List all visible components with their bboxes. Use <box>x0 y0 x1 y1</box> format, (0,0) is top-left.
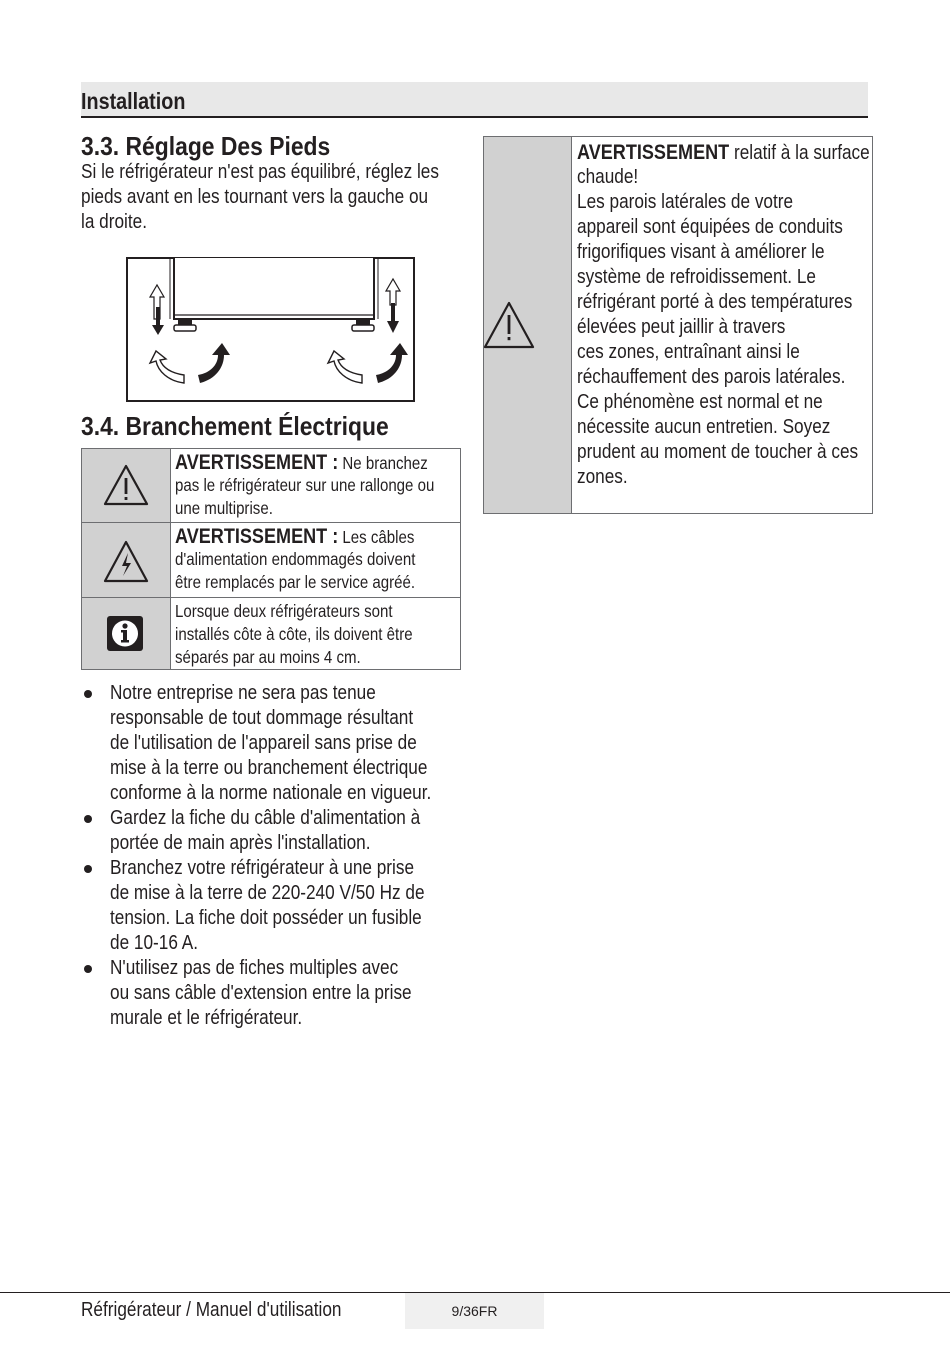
bullet-dot-icon <box>84 865 92 873</box>
bullet-line: mise à la terre ou branchement électrique <box>110 757 428 779</box>
warning-text: d'alimentation endommagés doivent <box>175 549 416 569</box>
heading-3-4: 3.4. Branchement Électrique <box>81 411 389 441</box>
section-header-band <box>81 82 868 118</box>
paragraph-3-3 <box>81 160 497 235</box>
bullet-line: de mise à la terre de 220-240 V/50 Hz de <box>110 882 425 904</box>
warning-label: AVERTISSEMENT : <box>175 451 339 474</box>
warning-text: Ce phénomène est normal et ne <box>577 391 823 413</box>
warning-text: nécessite aucun entretien. Soyez <box>577 416 831 438</box>
bullet-line: de l'utilisation de l'appareil sans prise de <box>110 732 417 754</box>
bullet-line: Gardez la fiche du câble d'alimentation à <box>110 807 421 829</box>
heading-3-3: 3.3. Réglage Des Pieds <box>81 131 331 161</box>
feet-adjustment-illustration <box>126 257 415 402</box>
warning-text: appareil sont équipées de conduits <box>577 216 843 238</box>
bullet-dot-icon <box>84 815 92 823</box>
warning-text: réfrigérant porté à des températures <box>577 291 853 313</box>
bullet-line: responsable de tout dommage résultant <box>110 707 414 729</box>
warning-text: réchauffement des parois latérales. <box>577 366 846 388</box>
warning-triangle-icon <box>484 137 571 513</box>
paragraph-line: Si le réfrigérateur n'est pas équilibré, réglez les <box>81 161 439 183</box>
warning-text: frigorifiques visant à améliorer le <box>577 241 825 263</box>
page-number: 9/36FR <box>405 1293 544 1329</box>
paragraph-line: la droite. <box>81 211 147 233</box>
warning-text: Les câbles <box>338 527 415 547</box>
bullet-line: tension. La fiche doit posséder un fusible <box>110 907 422 929</box>
warning-text: être remplacés par le service agréé. <box>175 572 416 592</box>
info-text: séparés par au moins 4 cm. <box>175 647 361 667</box>
bullet-line: murale et le réfrigérateur. <box>110 1007 303 1029</box>
warning-text: relatif à la surface <box>729 142 870 164</box>
electric-shock-icon <box>82 523 170 598</box>
bullet-line: portée de main après l'installation. <box>110 832 371 854</box>
warning-row-damaged-cables <box>81 522 461 598</box>
bullet-line: N'utilisez pas de fiches multiples avec <box>110 957 399 979</box>
section-header-title: Installation <box>81 88 186 114</box>
info-text: installés côte à côte, ils doivent être <box>175 624 413 644</box>
footer-title: Réfrigérateur / Manuel d'utilisation <box>81 1299 342 1321</box>
paragraph-line: pieds avant en les tournant vers la gauche ou <box>81 186 429 208</box>
warning-text: pas le réfrigérateur sur une rallonge ou <box>175 475 435 495</box>
bullet-line: Notre entreprise ne sera pas tenue <box>110 682 376 704</box>
info-row-side-by-side <box>81 597 461 670</box>
warning-text: chaude! <box>577 166 639 188</box>
info-icon <box>82 598 170 670</box>
warning-label: AVERTISSEMENT : <box>175 525 339 548</box>
warning-triangle-icon <box>82 449 170 523</box>
bullet-line: ou sans câble d'extension entre la prise <box>110 982 412 1004</box>
warning-text: système de refroidissement. Le <box>577 266 816 288</box>
info-text: Lorsque deux réfrigérateurs sont <box>175 601 393 621</box>
warning-text: zones. <box>577 466 628 488</box>
bullet-line: de 10-16 A. <box>110 932 198 954</box>
bullet-dot-icon <box>84 965 92 973</box>
warning-text: Les parois latérales de votre <box>577 191 794 213</box>
warning-text: ces zones, entraînant ainsi le <box>577 341 800 363</box>
warning-text: une multiprise. <box>175 498 273 518</box>
warning-text: prudent au moment de toucher à ces <box>577 441 859 463</box>
bullet-line: conforme à la norme nationale en vigueur. <box>110 782 432 804</box>
bullet-dot-icon <box>84 690 92 698</box>
warning-text: Ne branchez <box>338 453 428 473</box>
warning-text: élevées peut jaillir à travers <box>577 316 786 338</box>
warning-row-extension-cord <box>81 448 461 523</box>
hot-surface-warning-box <box>483 136 873 514</box>
bullet-line: Branchez votre réfrigérateur à une prise <box>110 857 415 879</box>
warning-label: AVERTISSEMENT <box>577 141 730 164</box>
